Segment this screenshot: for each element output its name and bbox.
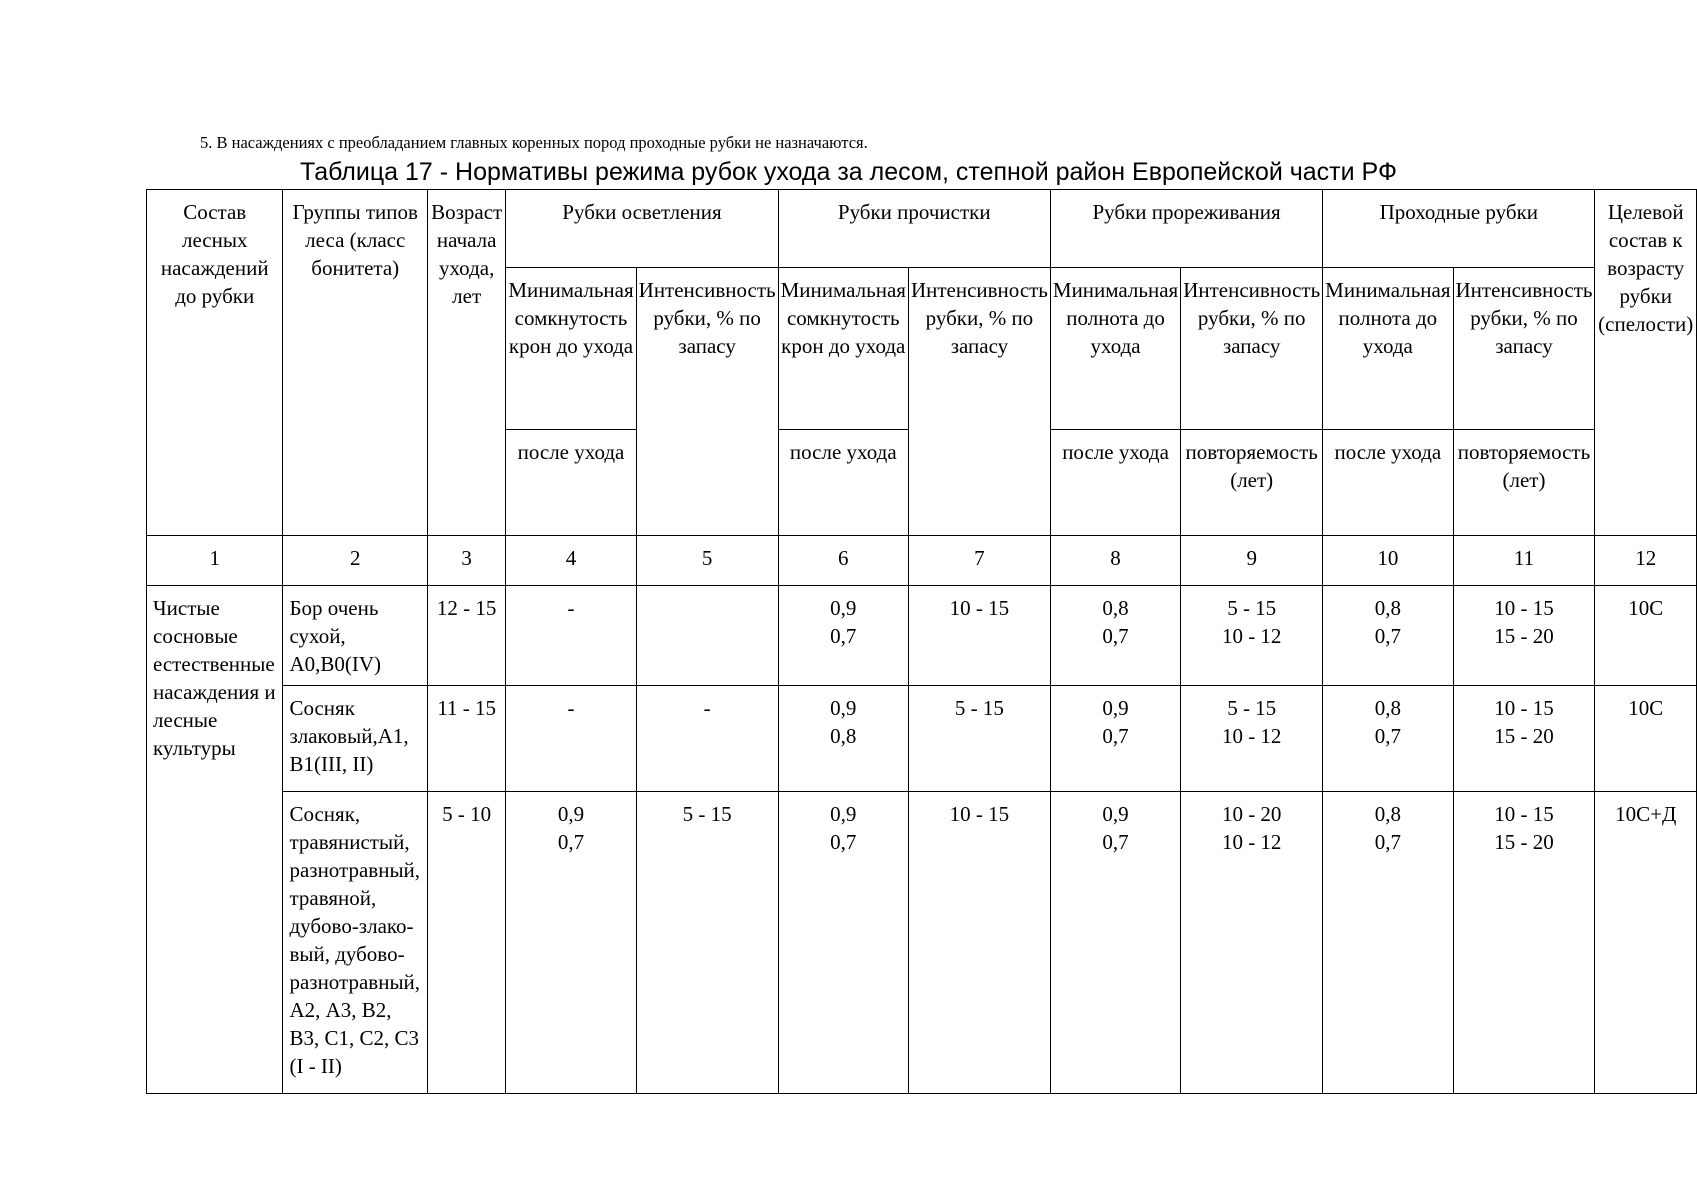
thinning-density-cell: 0,9 0,7 xyxy=(1050,686,1180,792)
column-number: 7 xyxy=(908,536,1050,586)
thinning-intensity-cell: 5 - 15 10 - 12 xyxy=(1181,686,1323,792)
passage-intensity-cell: 10 - 15 15 - 20 xyxy=(1453,686,1595,792)
passage-density-cell: 0,8 0,7 xyxy=(1323,586,1453,686)
forest-type-cell: Бор очень сухой, А0,В0(IV) xyxy=(283,586,428,686)
thinning-intensity-cell: 5 - 15 10 - 12 xyxy=(1181,586,1323,686)
header-target: Целевой состав к возрасту рубки (спелости) xyxy=(1595,190,1697,536)
column-number: 5 xyxy=(636,536,778,586)
header-col4-bottom: после ухода xyxy=(506,430,636,536)
column-number: 11 xyxy=(1453,536,1595,586)
header-col11-bottom: повторяемость (лет) xyxy=(1453,430,1595,536)
header-col8-top: Минимальная полнота до ухода xyxy=(1050,268,1180,430)
target-composition-cell: 10С xyxy=(1595,686,1697,792)
header-col8-bottom: после ухода xyxy=(1050,430,1180,536)
column-number: 4 xyxy=(506,536,636,586)
cleaning-density-cell: 0,9 0,7 xyxy=(778,586,908,686)
passage-intensity-cell: 10 - 15 15 - 20 xyxy=(1453,586,1595,686)
column-number: 9 xyxy=(1181,536,1323,586)
start-age-cell: 11 - 15 xyxy=(428,686,506,792)
table-row xyxy=(147,686,1697,792)
start-age-cell: 5 - 10 xyxy=(428,792,506,1094)
table-row xyxy=(147,586,1697,686)
clarification-intensity-cell: 5 - 15 xyxy=(636,792,778,1094)
forest-type-cell: Сосняк злаковый,А1, В1(III, II) xyxy=(283,686,428,792)
group-label-cell: Чистые сосновые естественные насаждения и лесные культуры xyxy=(147,586,283,1094)
thinning-intensity-cell: 10 - 20 10 - 12 xyxy=(1181,792,1323,1094)
header-clarification: Рубки осветления xyxy=(506,190,778,268)
norms-table xyxy=(146,189,1697,1094)
target-composition-cell: 10С+Д xyxy=(1595,792,1697,1094)
forest-type-cell: Сосняк, травянистый, разнотравный, травяной, дубово-злако-вый, дубово-разнотравный, А2, А3, В2, В3, С1, С2, С3 (I - II) xyxy=(283,792,428,1094)
cleaning-density-cell: 0,9 0,8 xyxy=(778,686,908,792)
header-col9-top: Интенсивность рубки, % по запасу xyxy=(1181,268,1323,430)
clarification-density-cell: 0,9 0,7 xyxy=(506,792,636,1094)
passage-density-cell: 0,8 0,7 xyxy=(1323,686,1453,792)
column-number: 8 xyxy=(1050,536,1180,586)
header-forest-groups: Группы типов леса (класс бонитета) xyxy=(283,190,428,536)
column-number: 2 xyxy=(283,536,428,586)
header-cleaning: Рубки прочистки xyxy=(778,190,1050,268)
column-number-row xyxy=(147,536,1697,586)
header-col10-top: Минимальная полнота до ухода xyxy=(1323,268,1453,430)
cleaning-intensity-cell: 10 - 15 xyxy=(908,792,1050,1094)
passage-intensity-cell: 10 - 15 15 - 20 xyxy=(1453,792,1595,1094)
clarification-intensity-cell xyxy=(636,586,778,686)
header-col6-top: Минимальная сомкнутость крон до ухода xyxy=(778,268,908,430)
column-number: 1 xyxy=(147,536,283,586)
header-col6-bottom: после ухода xyxy=(778,430,908,536)
column-number: 12 xyxy=(1595,536,1697,586)
table-row xyxy=(147,792,1697,1094)
footnote-text: 5. В насаждениях с преобладанием главных коренных пород проходные рубки не назначаются. xyxy=(200,133,868,152)
column-number: 6 xyxy=(778,536,908,586)
cleaning-density-cell: 0,9 0,7 xyxy=(778,792,908,1094)
clarification-intensity-cell: - xyxy=(636,686,778,792)
column-number: 3 xyxy=(428,536,506,586)
header-start-age: Возраст начала ухода, лет xyxy=(428,190,506,536)
header-col9-bottom: повторяемость (лет) xyxy=(1181,430,1323,536)
header-thinning: Рубки прореживания xyxy=(1050,190,1322,268)
header-col7: Интенсивность рубки, % по запасу xyxy=(908,268,1050,536)
header-col4-top: Минимальная сомкнутость крон до ухода xyxy=(506,268,636,430)
header-col10-bottom: после ухода xyxy=(1323,430,1453,536)
header-composition: Состав лесных насаждений до рубки xyxy=(147,190,283,536)
target-composition-cell: 10С xyxy=(1595,586,1697,686)
header-col5: Интенсивность рубки, % по запасу xyxy=(636,268,778,536)
table-title: Таблица 17 - Нормативы режима рубок ухода за лесом, степной район Европейской части РФ xyxy=(300,158,1397,186)
start-age-cell: 12 - 15 xyxy=(428,586,506,686)
clarification-density-cell: - xyxy=(506,586,636,686)
clarification-density-cell: - xyxy=(506,686,636,792)
header-row-top xyxy=(147,190,1697,268)
header-passage: Проходные рубки xyxy=(1323,190,1595,268)
passage-density-cell: 0,8 0,7 xyxy=(1323,792,1453,1094)
cleaning-intensity-cell: 10 - 15 xyxy=(908,586,1050,686)
thinning-density-cell: 0,9 0,7 xyxy=(1050,792,1180,1094)
column-number: 10 xyxy=(1323,536,1453,586)
thinning-density-cell: 0,8 0,7 xyxy=(1050,586,1180,686)
cleaning-intensity-cell: 5 - 15 xyxy=(908,686,1050,792)
header-col11-top: Интенсивность рубки, % по запасу xyxy=(1453,268,1595,430)
